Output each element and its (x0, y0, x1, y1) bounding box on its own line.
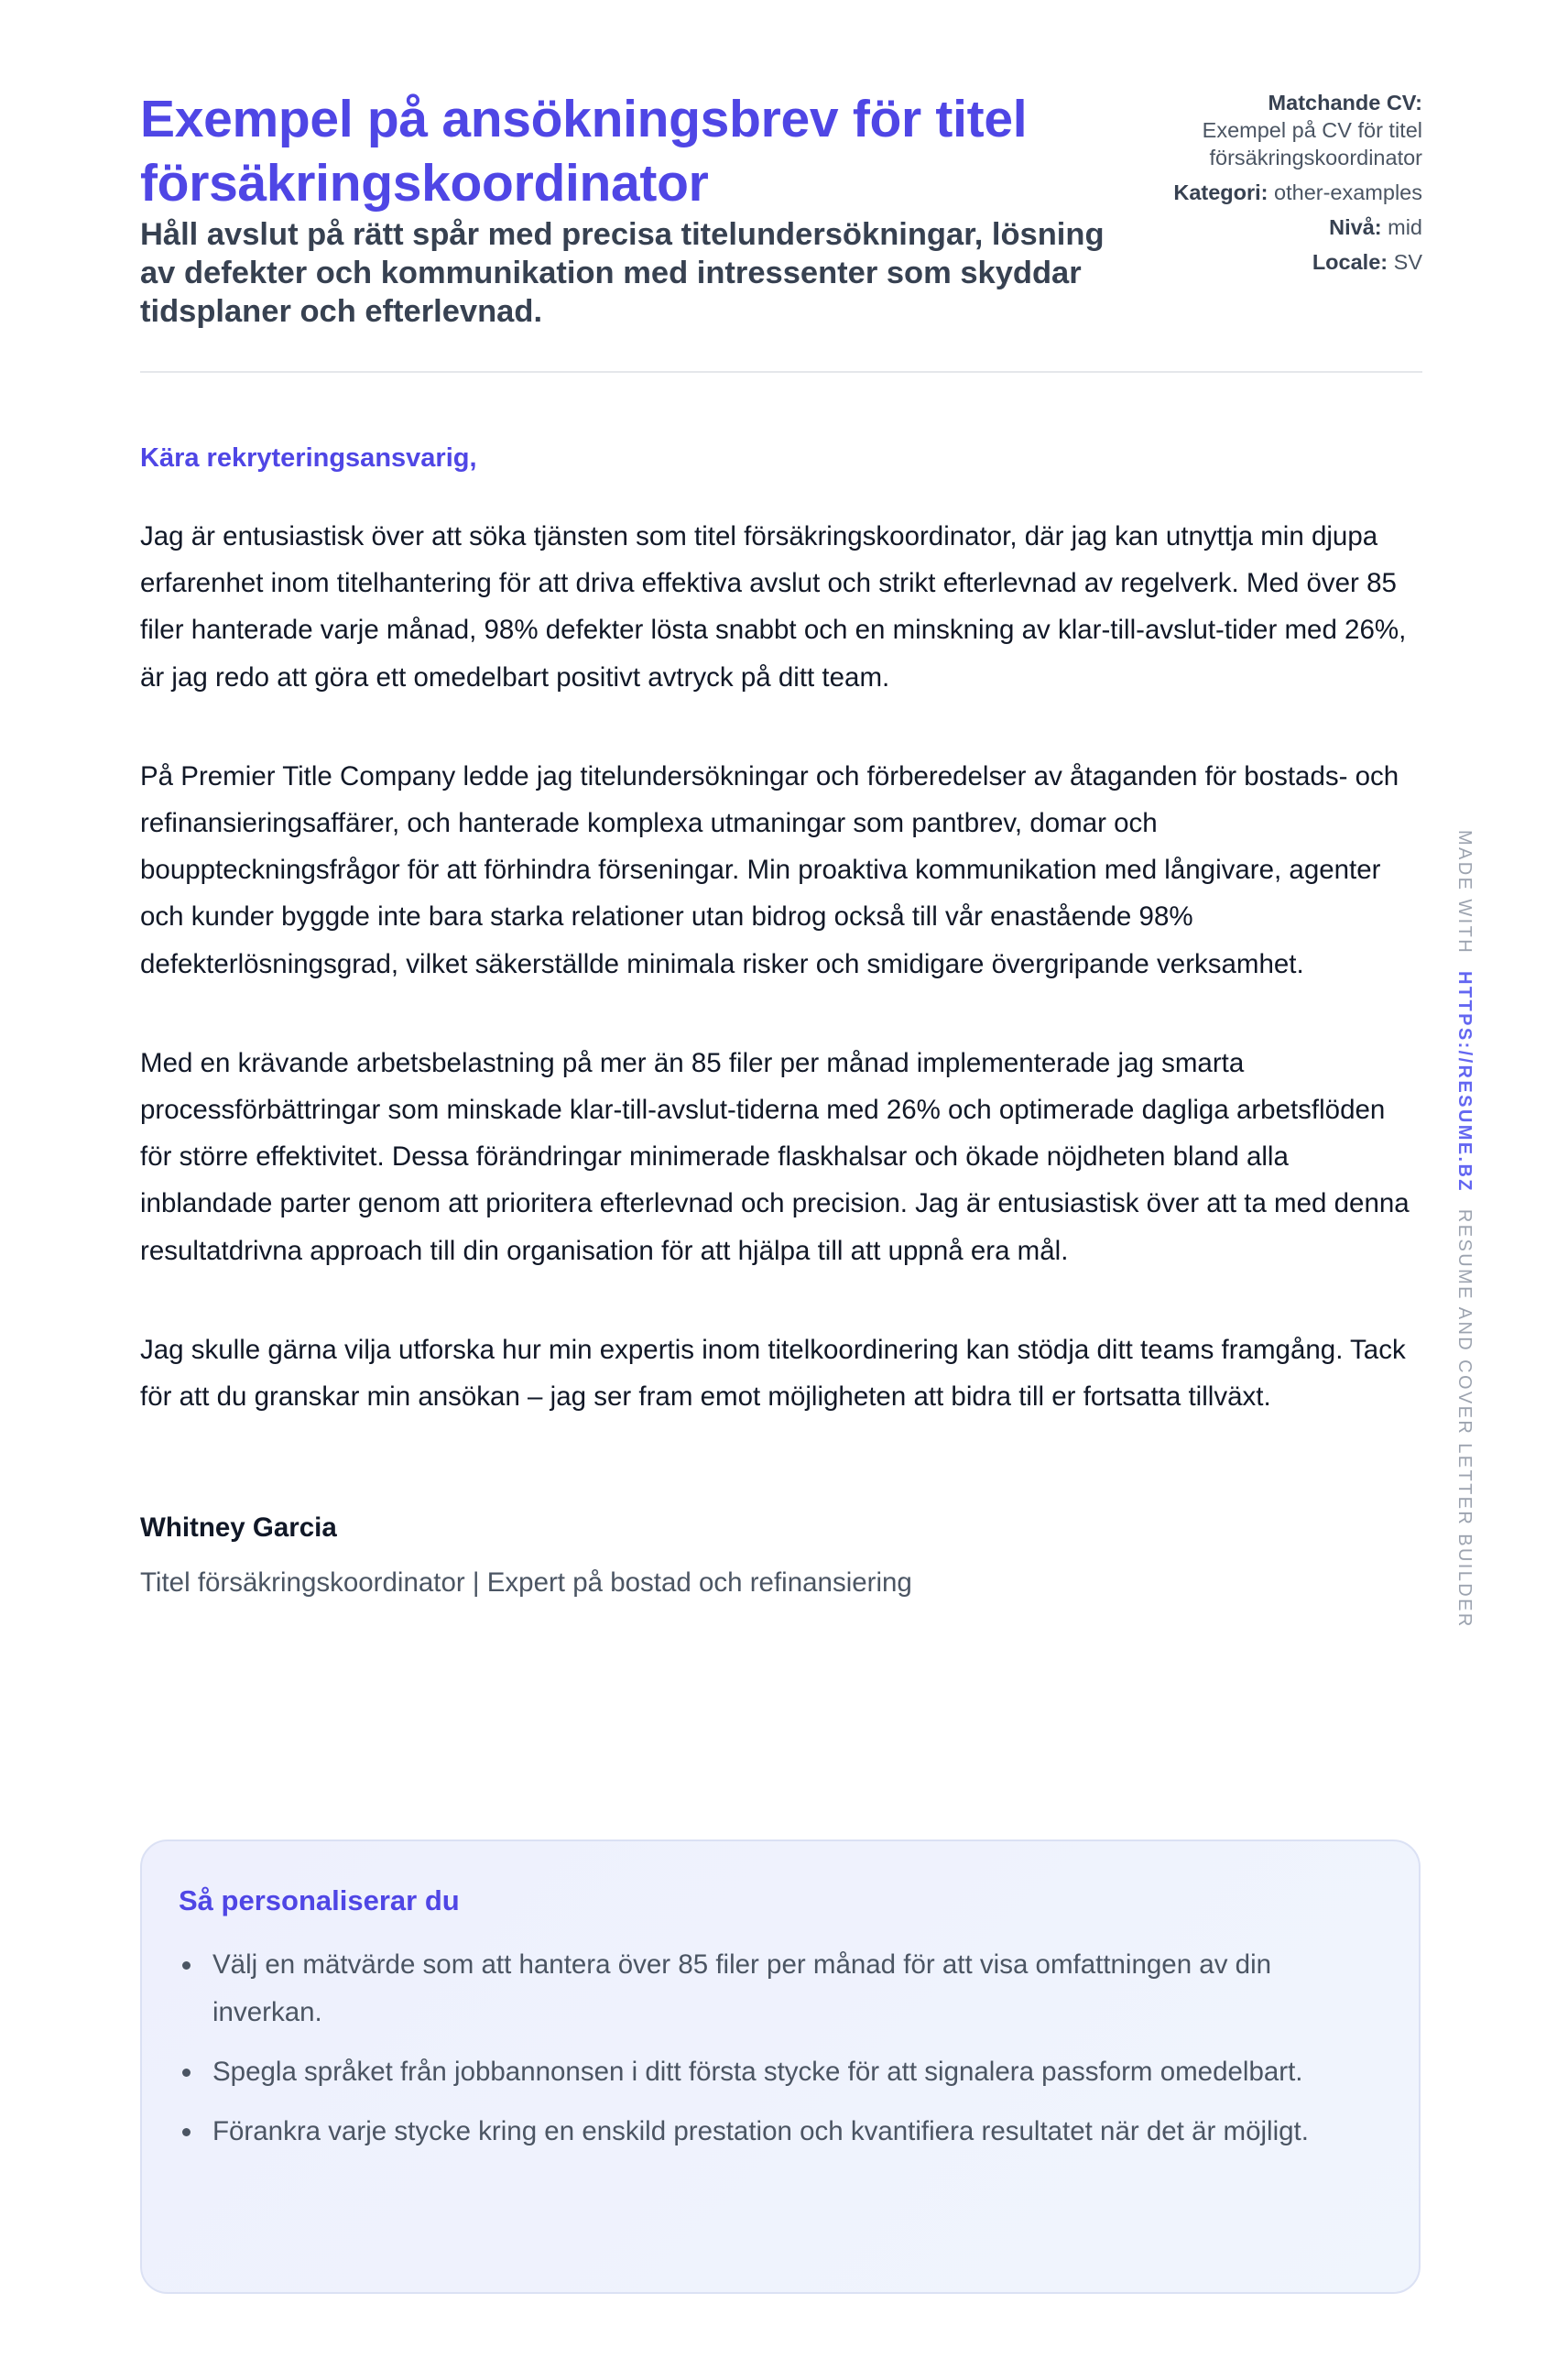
page-title: Exempel på ansökningsbrev för titel försäkringskoordinator (140, 90, 1028, 213)
tips-item-text: Välj en mätvärde som att hantera över 85 filer per månad för att visa omfattningen av din inverkan. (212, 1949, 1272, 2027)
page-subtitle: Håll avslut på rätt spår med precisa titelundersökningar, lösning av defekter och kommunikation med intressenter som skyddar tidsplaner och efterlevnad. (140, 217, 1105, 329)
bullet-dot-icon (182, 2128, 191, 2136)
meta-level (1148, 213, 1422, 241)
watermark-suffix: RESUME AND COVER LETTER BUILDER (1454, 1208, 1475, 1629)
tips-item-text: Spegla språket från jobbannonsen i ditt första stycke för att signalera passform omedelbart. (212, 2057, 1303, 2087)
letter-paragraph: Med en krävande arbetsbelastning på mer än 85 filer per månad implementerade jag smarta processförbättringar som minskade klar-till-avslut-tiderna med 26% och optimerade dagliga arbetsflöden för större effektivitet. Dessa förändringar minimerade flaskhalsar och ökade nöjdheten bland alla inblandade parter genom att prioritera efterlevnad och precision. Jag är entusiastisk över att ta med denna resultatdrivna approach till din organisation för att hjälpa till att uppnå era mål. (140, 1047, 1410, 1266)
watermark-prefix: MADE WITH (1454, 830, 1475, 955)
made-with-watermark (1452, 830, 1477, 1629)
meta-matching-cv (1148, 89, 1422, 171)
personalization-tips-box (140, 1840, 1421, 2294)
signature-block (140, 1510, 1422, 1601)
tips-list-item (212, 1941, 1382, 2036)
bullet-dot-icon (182, 1961, 191, 1970)
tips-list-item (212, 2048, 1382, 2096)
meta-matching-cv-link[interactable]: Exempel på CV för titel försäkringskoordinator (1202, 118, 1422, 169)
meta-locale-label: Locale: (1312, 250, 1388, 274)
bullet-dot-icon (182, 2069, 191, 2077)
meta-level-value: mid (1388, 215, 1422, 239)
tips-item-text: Förankra varje stycke kring en enskild prestation och kvantifiera resultatet när det är möjligt. (212, 2116, 1309, 2146)
meta-locale-value: SV (1393, 250, 1422, 274)
watermark-link[interactable]: HTTPS://RESUME.BZ (1454, 971, 1475, 1193)
meta-panel (1148, 89, 1422, 283)
letter-body (140, 373, 1422, 1601)
meta-category-value: other-examples (1274, 180, 1422, 204)
letter-paragraph: Jag är entusiastisk över att söka tjänsten som titel försäkringskoordinator, där jag kan utnyttja min djupa erfarenhet inom titelhantering för att driva effektiva avslut och strikt efterlevnad av regelverk. Med över 85 filer hanterade varje månad, 98% defekter lösta snabbt och en minskning av klar-till-avslut-tider med 26%, är jag redo att göra ett omedelbart positivt avtryck på ditt team. (140, 521, 1407, 693)
letter-paragraph: På Premier Title Company ledde jag titelundersökningar och förberedelser av åtaganden för bostads- och refinansieringsaffärer, och hanterade komplexa utmaningar som pantbrev, domar och bouppteckningsfrågor för att förhindra förseningar. Min proaktiva kommunikation med långivare, agenter och kunder byggde inte bara starka relationer utan bidrog också till vår enastående 98% defekterlösningsgrad, vilket säkerställde minimala risker och smidigare övergripande verksamhet. (140, 760, 1399, 979)
signature-title: Titel försäkringskoordinator | Expert på bostad och refinansiering (140, 1567, 912, 1599)
page-content (140, 0, 1422, 2146)
meta-category-label: Kategori: (1173, 180, 1268, 204)
tips-title: Så personaliserar du (179, 1884, 460, 1916)
meta-level-label: Nivå: (1329, 215, 1382, 239)
tips-list-item (212, 2108, 1382, 2156)
page-header (140, 0, 1422, 373)
tips-list (179, 1941, 1382, 2156)
meta-matching-cv-label: Matchande CV: (1268, 91, 1422, 115)
signature-name: Whitney Garcia (140, 1512, 337, 1544)
letter-paragraph: Jag skulle gärna vilja utforska hur min expertis inom titelkoordinering kan stödja ditt teams framgång. Tack för att du granskar min ansökan – jag ser fram emot möjligheten att bidra till er fortsatta tillväxt. (140, 1334, 1406, 1413)
meta-locale (1148, 248, 1422, 276)
meta-category (1148, 179, 1422, 206)
letter-greeting: Kära rekryteringsansvarig, (140, 443, 477, 473)
